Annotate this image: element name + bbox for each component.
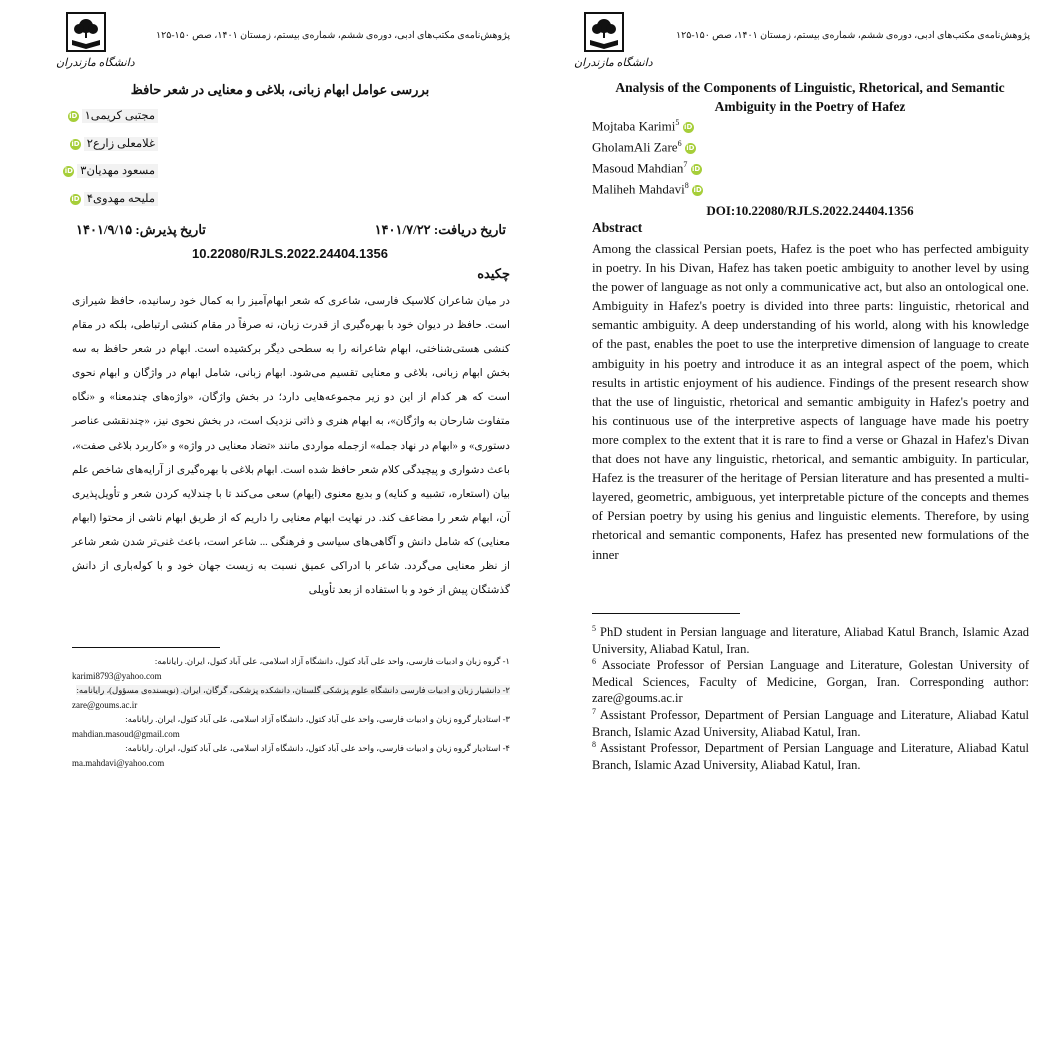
footnote-5 [592,621,1029,657]
footnote-divider [592,613,740,614]
journal-header: پژوهش‌نامه‌ی مکتب‌های ادبی، دوره‌ی ششم، شماره‌ی بیستم، زمستان ۱۴۰۱، صص ۱۵۰-۱۲۵ [156,31,510,41]
abstract-heading: چکیده [477,266,510,281]
university-logo [574,8,653,74]
orcid-icon[interactable]: iD [64,166,73,175]
author-2 [70,136,158,150]
author-name: Maliheh Mahdavi [592,181,685,197]
footnote-3: ۳- استادیار گروه زبان و ادبیات فارسی، واحد علی آباد کتول، دانشگاه آزاد اسلامی، علی آباد کتول، ایران. رایانامه: [125,714,510,724]
author-name: مجتبی کریمی۱ [82,109,158,123]
email-link[interactable]: karimi8793@yahoo.com [72,671,162,681]
tree-book-icon [68,14,104,50]
abstract-body: در میان شاعران کلاسیک فارسی، شاعری که شعر ابهام‌آمیز را به کمال خود رسانیده، حافظ شیرازی است. حافظ در دیوان خود با بهره‌گیری از قدرت زبان، نه صرفاً در مقام کنشی ارتباطی، بلکه در مقام کنشی هستی‌شناختی، ابهام شاعرانه را به سطحی دیگر برکشیده است. ابهام در شعر حافظ به سه بخش ابهام زبانی، بلاغی و معنایی تقسیم می‌شود. ابهام زبانی، شامل ابهام در واژگان و ابهام نحوی است که هر کدام از این دو زیر مجموعه‌هایی دارد؛ در بخش واژگان، «واژه‌های چندمعنا» و «نگاه متفاوت شارحان به واژگان»، به ابهام هنری و ذاتی نزدیک است، در بخش نحوی نیز، «چندنقشی عناصر دستوری» و «ابهام در نهاد جمله» ازجمله مواردی مانند «تضاد معنایی در واژه» و «کاربرد بلاغی صفت»، باعث دشواری و پیچیدگی کلام شعر حافظ شده است. ابهام بلاغی با بهره‌گیری از آرایه‌های شاخص علم بیان (استعاره، تشبیه و کنایه) و بدیع معنوی (ایهام) سعی می‌کند تا با چندلایه کردن شعر و تأویل‌پذیری آن، ابهام شعر را مضاعف کند. در نهایت ابهام معنایی را داریم که از طریق ابهام ناشی از محتوا (ابهام معنایی) که شامل دانش و آگاهی‌های سیاسی و فرهنگی ... شاعر است، باعث غنی‌تر شدن شعر شاعر از نظر معنایی می‌گردد. شاعر با ادراکی عمیق نسبت به زیست جهان خود و با کوله‌باری از دانش گذشتگان پیش از خود و با استفاده از بعد تأویلی [72,296,510,597]
english-page [520,0,1040,1040]
logo-caption: دانشگاه مازندران [56,57,135,69]
footnote-text: Assistant Professor, Department of Persian Language and Literature, Aliabad Katul Branch, Islamic Azad University, Aliabad Katul, Iran. [592,708,1029,739]
footnote-4: ۴- استادیار گروه زبان و ادبیات فارسی، واحد علی آباد کتول، دانشگاه آزاد اسلامی، علی آباد کتول، ایران. رایانامه: [125,743,510,753]
footnote-text: Associate Professor of Persian Language and Literature, Golestan University of Medical Sciences, Faculty of Medicine, Gorgan, Iran. Corresponding author: zare@goums.ac.ir [592,658,1030,706]
author-name: GholamAli Zare [592,139,678,155]
author-1 [68,108,158,122]
tree-book-icon [586,14,622,50]
journal-header: پژوهش‌نامه‌ی مکتب‌های ادبی، دوره‌ی ششم، شماره‌ی بیستم، زمستان ۱۴۰۱، صص ۱۵۰-۱۲۵ [676,31,1030,41]
author-name: Mojtaba Karimi [592,118,676,134]
author-3 [592,160,702,176]
doi[interactable]: DOI:10.22080/RJLS.2022.24404.1356 [706,203,914,218]
doi[interactable]: 10.22080/RJLS.2022.24404.1356 [192,246,388,261]
orcid-icon[interactable]: iD [686,143,695,152]
footnote-ref[interactable]: 8 [684,181,689,190]
orcid-icon[interactable]: iD [69,111,78,120]
orcid-icon[interactable]: iD [692,164,701,173]
orcid-icon[interactable]: iD [71,139,80,148]
abstract-body: Among the classical Persian poets, Hafez is the poet who has perfected ambiguity in poetry. In his Divan, Hafez has taken poetic ambiguity to another level by using the power of language as not only a communicative act, but also an ontological one. Ambiguity in Hafez's poetry is divided into three parts: linguistic, rhetorical and semantic ambiguity. A deep understanding of his world, along with his knowledge of the past, enables the poet to use the interpretive dimension of language to create ambiguity in his poetry and introduce it as an integral aspect of the poem, which results in artistic enjoyment of his audience. Findings of the present research show that the use of linguistic, rhetorical and semantic ambiguity in Hafez's poetry and his continuous use of the interpretive aspects of language have made his poetry more complex to the extent that it is rare to find a verse or Ghazal in Hafez's Divan that does not have any linguistic, rhetorical, and semantic ambiguity. In particular, Hafez is the treasurer of the heritage of Persian literature and has presented a multi-layered, geometric, ambiguous, yet interpretable picture of the concepts and themes of Persian poetry by using his genius and linguistic elements. Therefore, by using rhetorical and semantic components, Hafez has presented new formulations of the inner [592,241,1029,562]
footnote-ref[interactable]: 6 [677,139,682,148]
author-3 [63,163,158,177]
footnote-number: 8 [592,740,596,749]
received-date: تاریخ دریافت: ۱۴۰۱/۷/۲۲ [374,222,506,237]
footnote-text: ۲- دانشیار زبان و ادبیات فارسی دانشگاه علوم پزشکی گلستان، دانشکده پزشکی، گرگان، ایران. (نویسنده‌ی مسؤول)، رایانامه: [76,685,510,695]
email-link[interactable]: mahdian.masoud@gmail.com [72,729,180,739]
abstract-heading: Abstract [592,220,643,235]
author-2 [592,139,696,155]
footnote-8 [592,737,1029,773]
footnote-number: 7 [592,707,596,716]
footnote-number: 5 [592,624,596,633]
footnote-ref[interactable]: 5 [675,118,680,127]
orcid-icon[interactable]: iD [684,122,693,131]
university-logo [56,8,135,74]
footnote-text: Assistant Professor, Department of Persian Language and Literature, Aliabad Katul Branch, Islamic Azad University, Aliabad Katul, Iran. [592,741,1029,772]
footnote-7 [592,704,1029,740]
orcid-icon[interactable]: iD [71,194,80,203]
email-link[interactable]: zare@goums.ac.ir [72,700,138,710]
orcid-icon[interactable]: iD [693,185,702,194]
footnote-number: 6 [592,657,596,666]
email-link[interactable]: ma.mahdavi@yahoo.com [72,758,165,768]
author-1 [592,118,694,134]
page-title: بررسی عوامل ابهام زبانی، بلاغی و معنایی در شعر حافظ [130,82,430,97]
author-4 [592,181,703,197]
author-4 [70,191,158,205]
logo-caption: دانشگاه مازندران [574,57,653,69]
author-name: مسعود مهدیان۳ [77,164,158,178]
author-name: ملیحه مهدوی۴ [84,192,158,206]
author-name: Masoud Mahdian [592,160,684,176]
footnote-1: ۱- گروه زبان و ادبیات فارسی، واحد علی آباد کتول، دانشگاه آزاد اسلامی، علی آباد کتول، ایران. رایانامه: [154,656,510,666]
footnote-2 [72,685,510,696]
footnote-text: PhD student in Persian language and literature, Aliabad Katul Branch, Islamic Azad University, Aliabad Katul, Iran. [592,625,1030,656]
page-title: Analysis of the Components of Linguistic, Rhetorical, and Semantic Ambiguity in the Poetry of Hafez [615,80,1005,114]
accepted-date: تاریخ پذیرش: ۱۴۰۱/۹/۱۵ [76,222,206,237]
author-name: غلامعلی زارع۲ [84,137,158,151]
footnote-divider [72,647,220,648]
footnote-ref[interactable]: 7 [683,160,688,169]
footnote-6 [592,654,1029,707]
